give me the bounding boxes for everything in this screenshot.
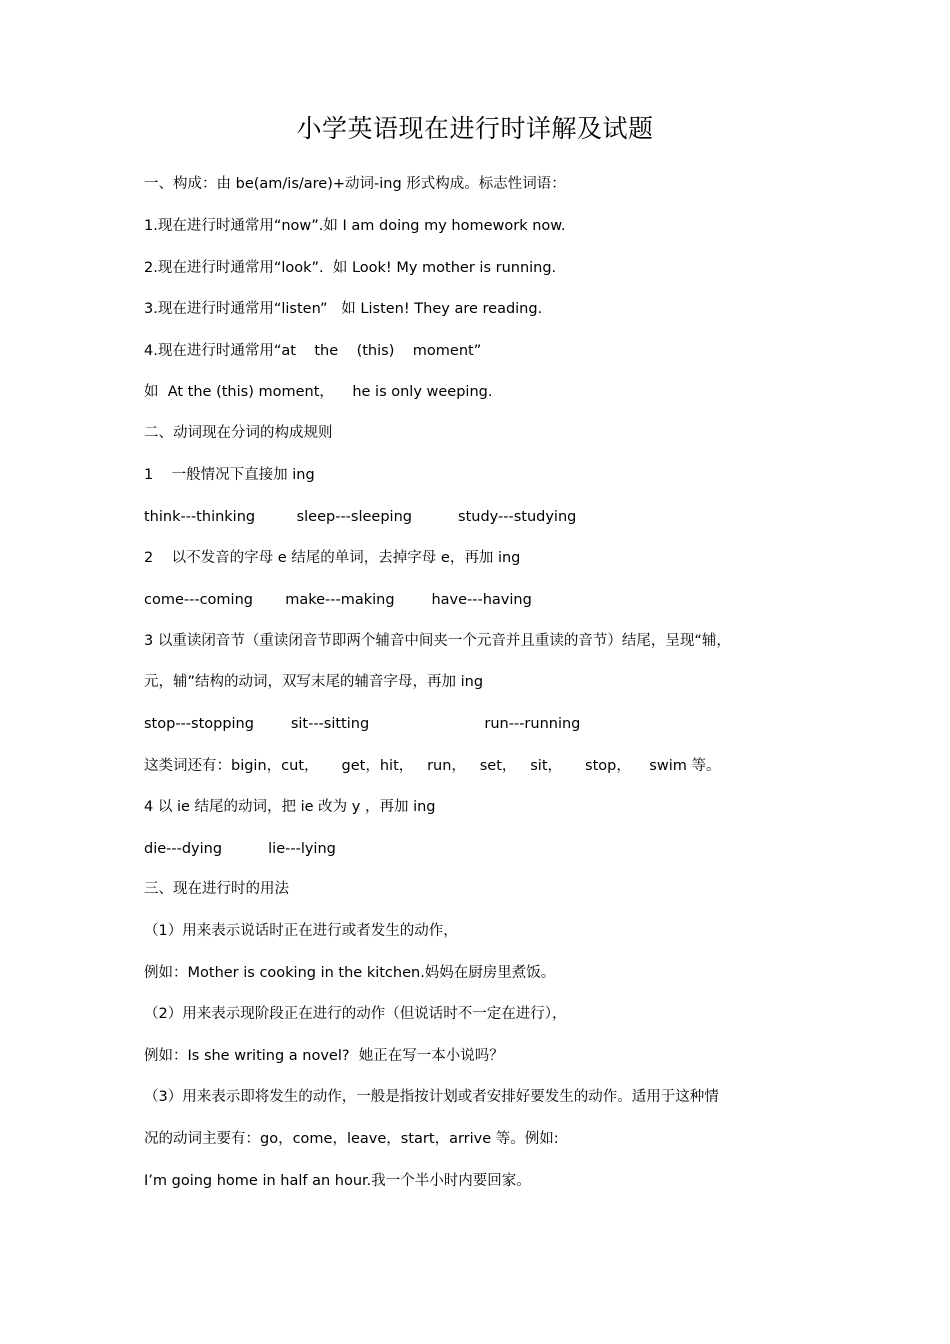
section-2-heading: 二、动词现在分词的构成规则 bbox=[144, 425, 333, 441]
usage-1-example: 例如：Mother is cooking in the kitchen.妈妈在厨房里煮饭。 bbox=[144, 965, 556, 981]
section-3-heading: 三、现在进行时的用法 bbox=[144, 881, 289, 897]
rule-ing-3-more-words: 这类词还有：bigin，cut， get，hit， run， set， sit， stop， swim 等。 bbox=[144, 758, 721, 774]
usage-3-example: I’m going home in half an hour.我一个半小时内要回家。 bbox=[144, 1173, 531, 1189]
usage-3-continued: 况的动词主要有：go，come，leave，start，arrive 等。例如: bbox=[144, 1131, 559, 1147]
section-1-heading: 一、构成：由 be(am/is/are)+动词-ing 形式构成。标志性词语： bbox=[144, 176, 566, 192]
usage-3: （3）用来表示即将发生的动作，一般是指按计划或者安排好要发生的动作。适用于这种情 bbox=[144, 1089, 719, 1105]
usage-2-example: 例如：Is she writing a novel? 她正在写一本小说吗？ bbox=[144, 1048, 504, 1064]
rule-3-listen: 3.现在进行时通常用“listen” 如 Listen! They are reading. bbox=[144, 301, 543, 317]
rule-4-example: 如 At the (this) moment， he is only weeping. bbox=[144, 384, 493, 400]
rule-ing-3-continued: 元，辅”结构的动词，双写末尾的辅音字母，再加 ing bbox=[144, 674, 484, 690]
rule-ing-4-examples: die---dying lie---lying bbox=[144, 841, 336, 857]
rule-2-look: 2.现在进行时通常用“look”. 如 Look! My mother is running. bbox=[144, 260, 557, 276]
rule-ing-1-examples: think---thinking sleep---sleeping study---studying bbox=[144, 509, 577, 525]
usage-2: （2）用来表示现阶段正在进行的动作（但说话时不一定在进行）， bbox=[144, 1006, 567, 1022]
rule-ing-4: 4 以 ie 结尾的动词，把 ie 改为 y ，再加 ing bbox=[144, 799, 436, 815]
rule-ing-3: 3 以重读闭音节（重读闭音节即两个辅音中间夹一个元音并且重读的音节）结尾，呈现“辅， bbox=[144, 633, 731, 649]
usage-1: （1）用来表示说话时正在进行或者发生的动作， bbox=[144, 923, 458, 939]
rule-ing-3-examples: stop---stopping sit---sitting run---running bbox=[144, 716, 581, 732]
document-title: 小学英语现在进行时详解及试题 bbox=[296, 114, 654, 143]
rule-ing-2: 2 以不发音的字母 e 结尾的单词，去掉字母 e，再加 ing bbox=[144, 550, 521, 566]
rule-ing-2-examples: come---coming make---making have---having bbox=[144, 592, 532, 608]
rule-4-at-the-moment: 4.现在进行时通常用“at the (this) moment” bbox=[144, 343, 482, 359]
rule-1-now: 1.现在进行时通常用“now”.如 I am doing my homework now. bbox=[144, 218, 566, 234]
rule-ing-1: 1 一般情况下直接加 ing bbox=[144, 467, 315, 483]
